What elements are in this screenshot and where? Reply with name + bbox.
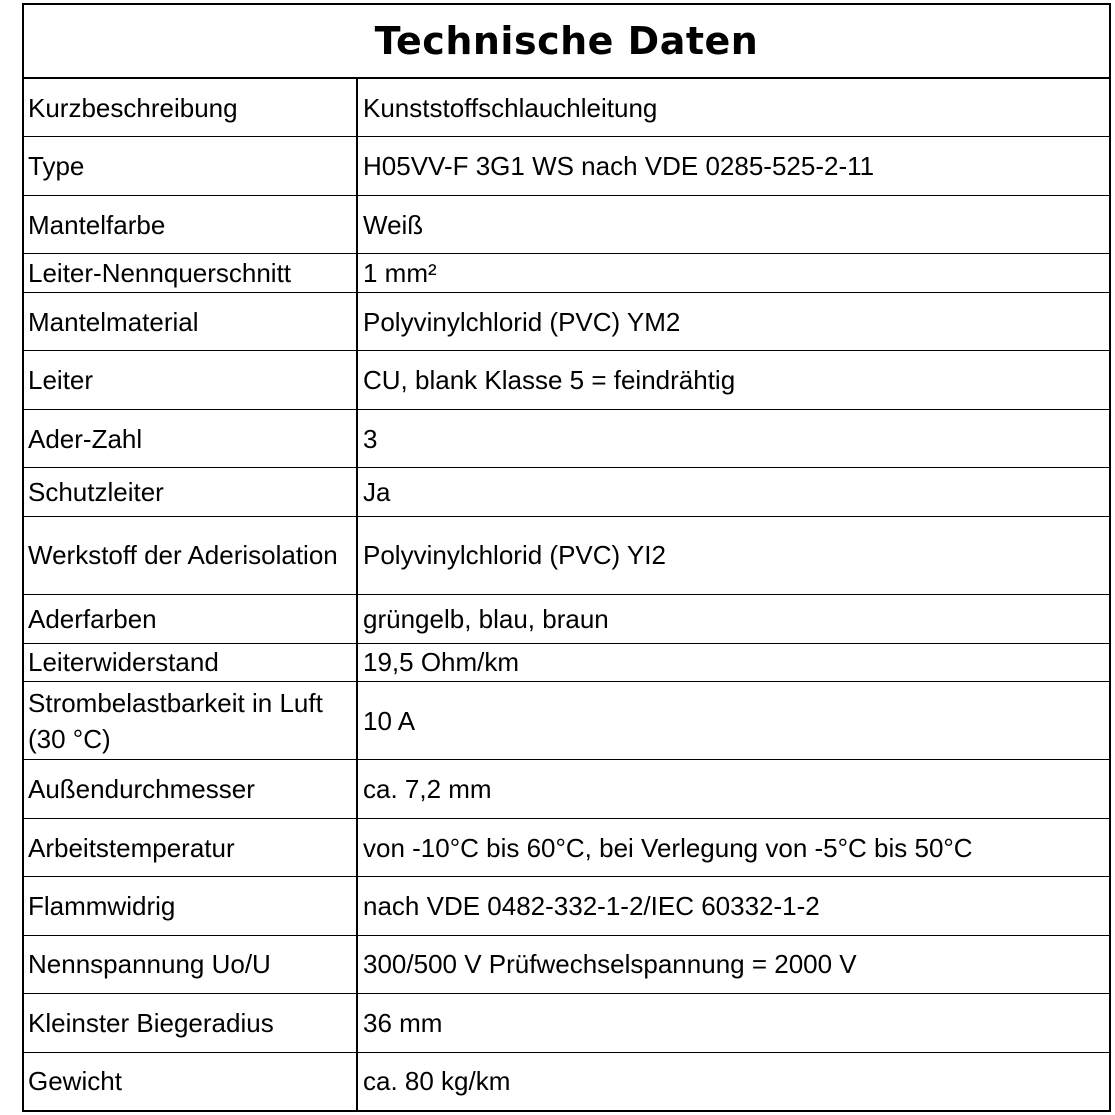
table-row	[24, 79, 1109, 137]
row-label: Außendurchmesser	[24, 760, 358, 817]
table-row	[24, 254, 1109, 293]
table-title: Technische Daten	[374, 19, 759, 63]
row-label: Mantelmaterial	[24, 293, 358, 350]
row-label: Arbeitstemperatur	[24, 819, 358, 876]
table-row	[24, 936, 1109, 994]
table-row	[24, 595, 1109, 644]
row-value: Kunststoffschlauchleitung	[363, 92, 658, 123]
row-label: Ader-Zahl	[24, 410, 358, 467]
technical-data-table	[22, 3, 1111, 1112]
row-value: 1 mm²	[363, 258, 437, 289]
row-label: Kurzbeschreibung	[24, 79, 358, 136]
table-row	[24, 517, 1109, 595]
row-value: grüngelb, blau, braun	[363, 603, 609, 634]
row-label: Gewicht	[24, 1053, 358, 1110]
table-row	[24, 819, 1109, 877]
row-value: 36 mm	[363, 1007, 443, 1038]
row-value: 300/500 V Prüfwechselspannung = 2000 V	[363, 949, 857, 980]
row-label: Schutzleiter	[24, 468, 358, 516]
row-value: H05VV-F 3G1 WS nach VDE 0285-525-2-11	[363, 151, 875, 182]
row-value: Polyvinylchlorid (PVC) YI2	[363, 540, 666, 571]
row-value: Polyvinylchlorid (PVC) YM2	[363, 306, 681, 337]
row-value: ca. 7,2 mm	[363, 774, 492, 805]
row-label: Mantelfarbe	[24, 196, 358, 253]
row-label: Type	[24, 137, 358, 194]
row-value: Ja	[363, 477, 391, 508]
table-title-row	[24, 5, 1109, 79]
row-value: 19,5 Ohm/km	[363, 647, 520, 678]
row-value: nach VDE 0482-332-1-2/IEC 60332-1-2	[363, 891, 820, 921]
row-value: 10 A	[363, 705, 416, 736]
row-value: CU, blank Klasse 5 = feindrähtig	[363, 365, 736, 396]
row-label: Werkstoff der Aderisolation	[24, 517, 358, 594]
table-row	[24, 410, 1109, 468]
row-value: ca. 80 kg/km	[363, 1066, 511, 1097]
row-label: Aderfarben	[24, 595, 358, 643]
table-row	[24, 877, 1109, 935]
row-value: Weiß	[363, 209, 424, 240]
row-label: Leiterwiderstand	[24, 644, 358, 682]
row-value: 3	[363, 423, 378, 454]
table-row	[24, 137, 1109, 195]
row-label: Flammwidrig	[24, 877, 358, 934]
row-label: Strombelastbarkeit in Luft (30 °C)	[24, 682, 358, 759]
table-row	[24, 682, 1109, 760]
row-label: Leiter-Nennquerschnitt	[24, 254, 358, 292]
table-row	[24, 196, 1109, 254]
table-row	[24, 468, 1109, 517]
table-row	[24, 1053, 1109, 1110]
table-row	[24, 760, 1109, 818]
row-label: Kleinster Biegeradius	[24, 994, 358, 1051]
row-label: Leiter	[24, 351, 358, 408]
table-row	[24, 644, 1109, 683]
row-label: Nennspannung Uo/U	[24, 936, 358, 993]
table-row	[24, 994, 1109, 1052]
table-row	[24, 293, 1109, 351]
row-value: von -10°C bis 60°C, bei Verlegung von -5°C bis 50°C	[363, 832, 973, 863]
table-row	[24, 351, 1109, 409]
